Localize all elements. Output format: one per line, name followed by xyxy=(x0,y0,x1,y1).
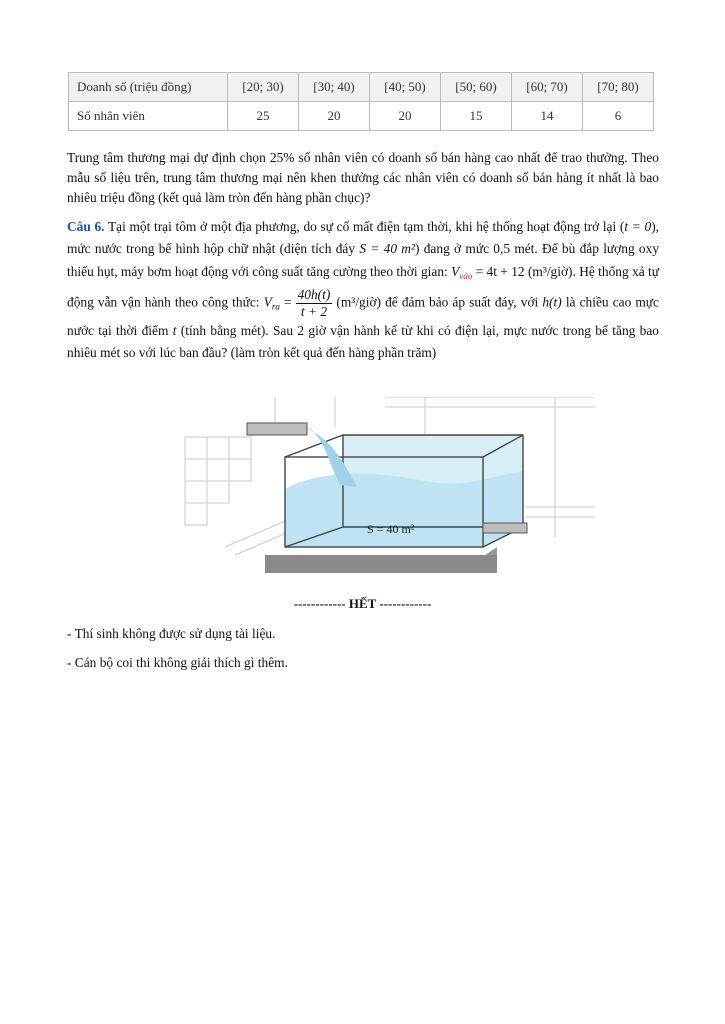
table-row-label: Số nhân viên xyxy=(69,102,228,131)
text-segment: (tính bằng mét). Sau 2 giờ vận hành kể từ khi có điện lại, mực nước trong bể tăng bao nhiêu mét so với lúc ban đầu? (làm tròn kết quả đến hàng phần trăm) xyxy=(67,322,660,361)
note-2: - Cán bộ coi thi không giải thích gì thêm. xyxy=(67,655,288,670)
math-v-in-expr: = 4t + 12 xyxy=(472,263,525,279)
text-segment: ), mức nước trong bể hình hộp chữ nhật (diện tích đáy xyxy=(67,219,659,257)
count-cell: 20 xyxy=(299,102,370,131)
math-t: t xyxy=(172,322,177,338)
text-segment: (m³/giờ). Hệ thống xả tự động vẫn vận hành theo công thức: xyxy=(67,263,659,310)
question-5-text: Trung tâm thương mại dự định chọn 25% số nhân viên có doanh số bán hàng cao nhất để trao thưởng. Theo mẫu số liệu trên, trung tâm thương mại nên khen thưởng các nhân viên có doanh số bán hàng ít nhất là bao nhiêu triệu đồng (kết quả làm tròn đến hàng phần chục)? xyxy=(67,150,659,205)
range-cell: [60; 70) xyxy=(512,73,583,102)
text-segment: ) đang ở mức 0,5 mét. Để bù đắp lượng oxy thiếu hụt, máy bơm hoạt động với công suất tăng cường theo thời gian: xyxy=(67,241,660,279)
range-cell: [20; 30) xyxy=(228,73,299,102)
count-cell: 6 xyxy=(583,102,654,131)
count-cell: 20 xyxy=(370,102,441,131)
table-row xyxy=(69,73,654,102)
math-t0: t = 0 xyxy=(624,219,652,234)
count-cell: 15 xyxy=(441,102,512,131)
text-segment: (m³/giờ) để đảm bảo áp suất đáy, với xyxy=(332,294,543,310)
math-v-out: V xyxy=(263,294,272,310)
area-label: S = 40 m² xyxy=(367,522,415,536)
inlet-pipe xyxy=(247,423,307,435)
count-cell: 14 xyxy=(512,102,583,131)
text-segment: Tại một trại tôm ở một địa phương, do sự cố mất điện tạm thời, khi hệ thống hoạt động trở lại ( xyxy=(104,219,625,234)
fraction-denominator: t + 2 xyxy=(300,303,328,319)
range-cell: [30; 40) xyxy=(299,73,370,102)
table-header-label: Doanh số (triệu đồng) xyxy=(69,73,228,102)
math-h-t: h(t) xyxy=(542,294,562,310)
range-cell: [50; 60) xyxy=(441,73,512,102)
question-6-text: Câu 6. Tại một trại tôm ở một địa phương, do sự cố mất điện tạm thời, khi hệ thống hoạt động trở lại (t = 0), mức nước trong bể hình hộp chữ nhật (diện tích đáy S = 40 m²) đang ở mức 0,5 mét. Để bù đắp lượng oxy thiếu hụt, máy bơm hoạt động với công suất tăng cường theo thời gian: $V_{vào} = 4t + 12$ (m³/giờ). Hệ thống xả tự động vẫn vận hành theo công thức: $V_{ra}$ = $\frac{40h(t)}{t + 2}$ (m³/giờ) để đảm bảo áp suất đáy, với h(t) là chiều cao mực nước tại thời điểm t (tính bằng mét). Sau 2 giờ vận hành kể từ khi có điện lại, mực nước trong bể tăng bao nhiêu mét so với lúc ban đầu? (làm tròn kết quả đến hàng phần trăm) xyxy=(67,219,660,361)
math-v-in: V xyxy=(451,263,460,279)
text-segment: là chiều cao mực nước tại thời điểm xyxy=(67,294,659,338)
math-v-in-sub: vào xyxy=(459,270,473,281)
tank-base-front xyxy=(265,555,497,573)
math-area: S = 40 m² xyxy=(359,241,415,257)
question-label: Câu 6. xyxy=(67,219,105,234)
math-fraction xyxy=(296,287,333,320)
math-v-out-sub: ra xyxy=(271,301,280,312)
count-cell: 25 xyxy=(228,102,299,131)
tank-illustration xyxy=(125,397,595,585)
sales-table xyxy=(68,72,654,131)
end-marker: ------------ HẾT ------------ xyxy=(293,596,432,611)
range-cell: [70; 80) xyxy=(583,73,654,102)
fraction-numerator: 40h(t) xyxy=(297,286,331,302)
range-cell: [40; 50) xyxy=(370,73,441,102)
outlet-pipe xyxy=(483,523,527,533)
note-1: - Thí sinh không được sử dụng tài liệu. xyxy=(67,626,276,641)
table-row xyxy=(69,102,654,131)
